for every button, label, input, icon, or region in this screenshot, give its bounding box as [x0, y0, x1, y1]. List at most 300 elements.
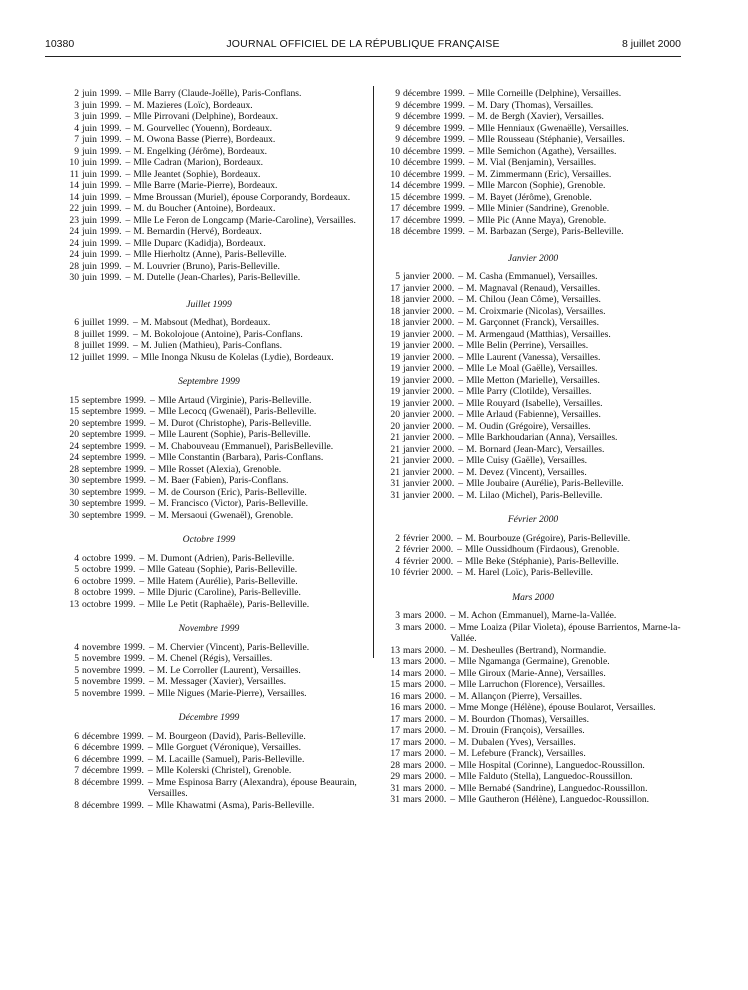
section-title: Décembre 1999: [178, 712, 240, 723]
entry-month: mars: [403, 667, 422, 679]
appointment-entry: [52, 215, 366, 227]
entry-year: 1999.: [123, 641, 145, 653]
appointment-entry: [382, 622, 684, 645]
dash-separator: –: [468, 88, 474, 99]
entry-text-wrap: [148, 754, 366, 766]
entry-day: 13: [390, 656, 400, 667]
dash-separator: –: [457, 532, 462, 544]
entry-text-wrap: [450, 760, 684, 772]
entry-month: janvier: [403, 351, 430, 363]
entry-year: 2000.: [432, 386, 455, 397]
dash-separator: –: [458, 489, 464, 501]
entry-year: 2000.: [431, 555, 454, 567]
entry-month: septembre: [82, 394, 122, 406]
entry-day: 16: [390, 702, 400, 713]
entry-month: janvier: [403, 466, 430, 478]
entry-text-wrap: [126, 261, 366, 273]
appointment-entry: [52, 587, 366, 599]
entry-text-wrap: [139, 576, 366, 588]
dash-separator: –: [457, 567, 462, 578]
entry-text: Mme Espinosa Barry (Alexandra), épouse Beaurain, Versailles.: [147, 776, 357, 799]
entry-month: septembre: [82, 475, 122, 486]
entry-month: juin: [82, 237, 97, 249]
entry-text-wrap: [469, 192, 684, 204]
entry-text: M. Bernardin (Hervé), Bordeaux.: [133, 226, 262, 237]
entry-month: février: [403, 555, 429, 567]
entry-day: 19: [390, 363, 400, 374]
appointment-entry: [382, 123, 684, 135]
dash-separator: –: [468, 99, 474, 111]
entry-day: 2: [395, 532, 400, 544]
appointment-entry: [382, 88, 684, 100]
entry-year: 1999.: [113, 587, 136, 598]
entry-month: janvier: [403, 340, 430, 351]
entry-day: 10: [390, 168, 400, 180]
appointment-entry: [382, 340, 684, 352]
dash-separator: –: [139, 575, 145, 587]
entry-text-wrap: [469, 203, 684, 215]
section-title: Janvier 2000: [507, 252, 559, 264]
appointment-entry: [382, 363, 684, 375]
dash-separator: –: [458, 282, 464, 294]
appointment-entry: [52, 111, 366, 123]
entry-text: Mlle Barry (Claude-Joëlle), Paris-Conflans.: [133, 88, 302, 99]
entry-day: 21: [390, 443, 400, 455]
dash-separator: –: [125, 157, 131, 168]
entry-text-wrap: [139, 564, 366, 576]
entry-text: Mme Loaiza (Pilar Violeta), épouse Barrientos, Marne-la-Vallée.: [450, 621, 681, 644]
entry-text-wrap: [450, 748, 684, 760]
dash-separator: –: [458, 420, 464, 432]
appointment-entry: [52, 452, 366, 464]
entry-year: 2000.: [424, 713, 447, 725]
entry-month: juin: [82, 272, 97, 283]
entry-text: Mlle Gorguet (Véronique), Versailles.: [155, 742, 302, 753]
entry-text-wrap: [126, 203, 366, 215]
entry-year: 1999.: [123, 687, 145, 699]
entry-month: mars: [403, 702, 422, 713]
appointment-entry: [52, 498, 366, 510]
entry-year: 1999.: [122, 765, 144, 776]
dash-separator: –: [450, 794, 456, 805]
appointment-entry: [52, 676, 366, 688]
dash-separator: –: [139, 552, 145, 564]
entry-text: Mlle Parry (Clotilde), Versailles.: [466, 386, 592, 397]
entry-month: juin: [82, 99, 97, 111]
month-section: [52, 712, 366, 811]
entry-text: M. Magnaval (Renaud), Versailles.: [466, 282, 601, 294]
entry-day: 5: [74, 687, 79, 699]
entry-day: 18: [390, 294, 400, 305]
entry-year: 1999.: [124, 394, 147, 406]
dash-separator: –: [150, 417, 155, 429]
entry-month: mars: [403, 771, 422, 782]
entry-day: 31: [390, 478, 400, 489]
dash-separator: –: [132, 340, 138, 351]
entry-month: mars: [403, 794, 422, 805]
entry-month: décembre: [82, 742, 120, 753]
dash-separator: –: [150, 509, 155, 521]
entry-year: 1999.: [99, 237, 122, 249]
entry-year: 1999.: [99, 168, 122, 180]
entry-text: Mlle Minier (Sandrine), Grenoble.: [476, 203, 610, 214]
entry-month: janvier: [403, 282, 430, 294]
appointment-entry: [52, 731, 366, 743]
dash-separator: –: [458, 305, 464, 317]
entry-text-wrap: [150, 429, 366, 441]
dash-separator: –: [458, 397, 464, 409]
appointment-entry: [382, 306, 684, 318]
entry-month: septembre: [82, 486, 122, 498]
dash-separator: –: [125, 145, 131, 157]
entry-day: 31: [390, 794, 400, 805]
appointment-entry: [52, 754, 366, 766]
entry-year: 1999.: [99, 99, 122, 111]
entry-day: 19: [390, 340, 400, 351]
entry-text-wrap: [150, 406, 366, 418]
dash-separator: –: [468, 180, 474, 191]
entry-month: juin: [82, 111, 97, 122]
entry-day: 17: [390, 214, 400, 226]
entry-month: juin: [82, 122, 97, 134]
entry-text-wrap: [469, 146, 684, 158]
entry-year: 2000.: [432, 432, 455, 443]
entry-year: 1999.: [124, 417, 147, 429]
entry-text-wrap: [458, 398, 684, 410]
appointment-entry: [382, 668, 684, 680]
dash-separator: –: [150, 498, 155, 509]
entry-text-wrap: [150, 441, 366, 453]
entry-day: 5: [395, 271, 400, 282]
dash-separator: –: [147, 730, 153, 742]
month-section: [52, 299, 366, 364]
entry-text-wrap: [150, 464, 366, 476]
entry-month: juin: [82, 226, 97, 237]
appointment-entry: [382, 317, 684, 329]
entry-month: décembre: [403, 203, 441, 214]
entry-year: 2000.: [432, 351, 455, 363]
entry-day: 8: [74, 340, 79, 351]
entry-year: 2000.: [432, 409, 455, 420]
entry-text: M. Garçonnet (Franck), Versailles.: [466, 317, 600, 328]
entry-text: Mlle Khawatmi (Asma), Paris-Belleville.: [155, 799, 315, 811]
entry-text-wrap: [458, 363, 684, 375]
dash-separator: –: [450, 621, 456, 633]
entry-text-wrap: [450, 737, 684, 749]
header-rule: [45, 56, 681, 57]
section-title: Novembre 1999: [178, 623, 240, 634]
entry-month: juin: [82, 88, 97, 99]
entry-text: M. Lefebure (Franck), Versailles.: [458, 748, 586, 759]
entry-day: 9: [395, 122, 400, 134]
entry-day: 13: [69, 598, 79, 610]
entry-day: 8: [74, 328, 79, 340]
entry-month: décembre: [82, 753, 120, 765]
entry-text: Mlle Le Feron de Longcamp (Marie-Caroline), Versailles.: [133, 214, 356, 226]
entry-year: 1999.: [443, 122, 465, 134]
entry-day: 30: [69, 509, 79, 521]
entry-day: 5: [74, 664, 79, 676]
entry-text-wrap: [126, 192, 366, 204]
entry-text-wrap: [458, 467, 684, 479]
entry-text-wrap: [458, 352, 684, 364]
entry-text: Mlle Joubaire (Aurélie), Paris-Belleville.: [466, 478, 624, 489]
entry-month: septembre: [82, 417, 122, 429]
entry-text-wrap: [450, 794, 684, 806]
entry-text: Mlle Constantin (Barbara), Paris-Conflans.: [157, 452, 324, 463]
entry-year: 1999.: [113, 564, 136, 575]
entry-day: 17: [390, 713, 400, 725]
entry-month: septembre: [82, 498, 122, 509]
appointment-entry: [52, 576, 366, 588]
issue-date: 8 juillet 2000: [622, 38, 681, 50]
entry-year: 2000.: [424, 736, 447, 748]
dash-separator: –: [125, 214, 131, 226]
entry-month: octobre: [82, 564, 111, 575]
entry-month: janvier: [403, 478, 430, 489]
entry-text-wrap: [469, 157, 684, 169]
dash-separator: –: [458, 340, 464, 351]
appointment-entry: [52, 88, 366, 100]
entry-month: décembre: [403, 134, 441, 145]
entry-text: M. Bourgeon (David), Paris-Belleville.: [155, 730, 306, 742]
entry-text: Mlle Falduto (Stella), Languedoc-Roussillon.: [458, 771, 633, 782]
appointment-entry: [52, 418, 366, 430]
appointment-entry: [382, 533, 684, 545]
entry-text: Mlle Rousseau (Stéphanie), Versailles.: [476, 134, 625, 145]
appointment-entry: [382, 478, 684, 490]
entry-text: M. Armengaud (Matthias), Versailles.: [466, 328, 611, 340]
entry-text-wrap: [458, 317, 684, 329]
dash-separator: –: [147, 765, 153, 776]
month-section: [52, 88, 366, 284]
dash-separator: –: [458, 374, 464, 386]
entry-month: juillet: [82, 328, 105, 340]
entry-day: 24: [69, 226, 79, 237]
entry-month: mars: [403, 713, 422, 725]
appointment-entry: [382, 134, 684, 146]
entry-text: Mlle Kolerski (Christel), Grenoble.: [155, 765, 292, 776]
appointment-entry: [382, 556, 684, 568]
entry-text: Mlle Pirrovani (Delphine), Bordeaux.: [133, 111, 278, 122]
entry-text: M. Chilou (Jean Côme), Versailles.: [466, 294, 601, 305]
entry-text: M. Devez (Vincent), Versailles.: [466, 466, 587, 478]
dash-separator: –: [450, 610, 456, 621]
entry-month: janvier: [403, 374, 430, 386]
entry-day: 19: [390, 328, 400, 340]
entry-month: décembre: [403, 214, 441, 226]
entry-month: décembre: [82, 765, 120, 776]
entry-text-wrap: [149, 676, 366, 688]
entry-year: 2000.: [432, 305, 455, 317]
entry-text-wrap: [458, 490, 684, 502]
entry-text: M. Francisco (Victor), Paris-Belleville.: [157, 498, 309, 509]
entry-text-wrap: [139, 599, 366, 611]
month-section: [382, 253, 684, 502]
entry-day: 28: [69, 463, 79, 475]
entry-text: M. Lilao (Michel), Paris-Belleville.: [466, 489, 603, 501]
entry-text: M. Bourbouze (Grégoire), Paris-Belleville.: [464, 532, 631, 544]
dash-separator: –: [150, 486, 155, 498]
entry-text: Mlle Jeantet (Sophie), Bordeaux.: [133, 168, 261, 180]
entry-month: septembre: [82, 452, 122, 463]
journal-title: JOURNAL OFFICIEL DE LA RÉPUBLIQUE FRANÇAISE: [226, 38, 500, 50]
entry-day: 31: [390, 782, 400, 794]
section-title: Mars 2000: [512, 591, 554, 603]
appointment-entry: [382, 111, 684, 123]
entry-day: 19: [390, 397, 400, 409]
entry-day: 4: [74, 641, 79, 653]
entry-text-wrap: [469, 226, 684, 238]
entry-year: 2000.: [431, 567, 454, 578]
appointment-entry: [382, 737, 684, 749]
dash-separator: –: [148, 676, 154, 687]
entry-day: 18: [390, 226, 400, 237]
entry-day: 5: [74, 653, 79, 664]
appointment-entry: [382, 271, 684, 283]
entry-month: janvier: [403, 294, 430, 305]
appointment-entry: [382, 192, 684, 204]
entry-text-wrap: [126, 88, 366, 100]
entry-text-wrap: [450, 622, 684, 645]
appointment-entry: [382, 432, 684, 444]
dash-separator: –: [468, 134, 474, 145]
entry-year: 1999.: [113, 552, 136, 564]
appointment-entry: [382, 203, 684, 215]
dash-separator: –: [132, 328, 138, 340]
section-title: Juillet 1999: [186, 298, 232, 310]
appointment-entry: [52, 317, 366, 329]
entry-day: 6: [74, 730, 79, 742]
dash-separator: –: [125, 249, 131, 260]
dash-separator: –: [450, 656, 456, 667]
dash-separator: –: [450, 667, 456, 679]
entry-year: 2000.: [424, 725, 447, 736]
appointment-entry: [52, 192, 366, 204]
entry-year: 1999.: [122, 799, 144, 811]
entry-month: décembre: [82, 799, 120, 811]
dash-separator: –: [125, 180, 131, 191]
entry-month: juin: [82, 260, 97, 272]
entry-year: 1999.: [99, 226, 122, 237]
entry-text-wrap: [469, 100, 684, 112]
entry-year: 2000.: [432, 328, 455, 340]
appointment-entry: [382, 294, 684, 306]
entry-text: Mlle Le Moal (Gaëlle), Versailles.: [466, 363, 598, 374]
entry-day: 31: [390, 489, 400, 501]
dash-separator: –: [458, 328, 464, 340]
entry-text-wrap: [126, 215, 366, 227]
entry-month: mars: [403, 644, 422, 656]
entry-year: 1999.: [443, 203, 465, 214]
dash-separator: –: [458, 351, 464, 363]
entry-text: M. Vial (Benjamin), Versailles.: [476, 157, 597, 168]
dash-separator: –: [468, 226, 474, 237]
entry-year: 2000.: [432, 363, 455, 374]
entry-text-wrap: [458, 444, 684, 456]
entry-text: Mlle Marcon (Sophie), Grenoble.: [476, 180, 606, 191]
entry-text: M. Baer (Fabien), Paris-Conflans.: [157, 475, 289, 486]
entry-month: janvier: [403, 489, 430, 501]
entry-day: 15: [390, 679, 400, 690]
entry-month: mars: [403, 759, 422, 771]
dash-separator: –: [150, 475, 155, 486]
entry-day: 2: [74, 88, 79, 99]
entry-year: 2000.: [424, 656, 447, 667]
dash-separator: –: [125, 168, 131, 180]
appointment-entry: [382, 169, 684, 181]
entry-text: Mlle Oussidhoum (Firdaous), Grenoble.: [464, 544, 620, 555]
entry-day: 24: [69, 440, 79, 452]
appointment-entry: [382, 226, 684, 238]
entry-day: 9: [395, 134, 400, 145]
dash-separator: –: [458, 409, 464, 420]
appointment-entry: [382, 283, 684, 295]
appointment-entry: [382, 180, 684, 192]
appointment-entry: [382, 771, 684, 783]
dash-separator: –: [125, 122, 131, 134]
entry-day: 30: [69, 475, 79, 486]
entry-month: décembre: [403, 180, 441, 191]
entry-text: M. Oudin (Grégoire), Versailles.: [466, 420, 591, 432]
entry-year: 1999.: [124, 475, 147, 486]
dash-separator: –: [450, 713, 456, 725]
entry-year: 1999.: [443, 99, 465, 111]
appointment-entry: [382, 329, 684, 341]
entry-year: 2000.: [424, 690, 447, 702]
entry-day: 16: [390, 690, 400, 702]
entry-year: 1999.: [122, 742, 144, 753]
entry-text-wrap: [458, 478, 684, 490]
entry-year: 2000.: [424, 679, 447, 690]
entry-day: 14: [69, 180, 79, 191]
entry-year: 2000.: [432, 397, 455, 409]
entry-month: octobre: [82, 575, 111, 587]
entry-day: 6: [74, 317, 79, 328]
entry-month: mars: [403, 679, 422, 690]
entry-month: mars: [403, 782, 422, 794]
entry-text: Mlle Barre (Marie-Pierre), Bordeaux.: [133, 180, 278, 191]
entry-text-wrap: [150, 395, 366, 407]
dash-separator: –: [139, 598, 145, 610]
entry-year: 2000.: [424, 667, 447, 679]
appointment-entry: [52, 261, 366, 273]
entry-day: 29: [390, 771, 400, 782]
appointment-entry: [52, 765, 366, 777]
entry-text: Mlle Gateau (Sophie), Paris-Belleville.: [147, 564, 298, 575]
entry-year: 1999.: [443, 214, 465, 226]
entry-day: 6: [74, 742, 79, 753]
entry-year: 1999.: [99, 122, 122, 134]
appointment-entry: [52, 169, 366, 181]
entry-month: février: [403, 532, 429, 544]
entry-month: mars: [403, 690, 422, 702]
entry-day: 2: [395, 544, 400, 555]
entry-text-wrap: [149, 688, 366, 700]
entry-month: juin: [82, 203, 97, 214]
appointment-entry: [382, 467, 684, 479]
entry-text: Mlle Hospital (Corinne), Languedoc-Roussillon.: [458, 759, 645, 771]
column-divider: [373, 86, 374, 658]
appointment-entry: [382, 215, 684, 227]
appointment-entry: [382, 714, 684, 726]
entry-month: mars: [403, 621, 422, 633]
entry-text: Mlle Belin (Perrine), Versailles.: [466, 340, 589, 351]
entry-month: février: [403, 544, 429, 555]
dash-separator: –: [457, 544, 462, 555]
entry-month: décembre: [403, 191, 441, 203]
entry-month: septembre: [82, 440, 122, 452]
